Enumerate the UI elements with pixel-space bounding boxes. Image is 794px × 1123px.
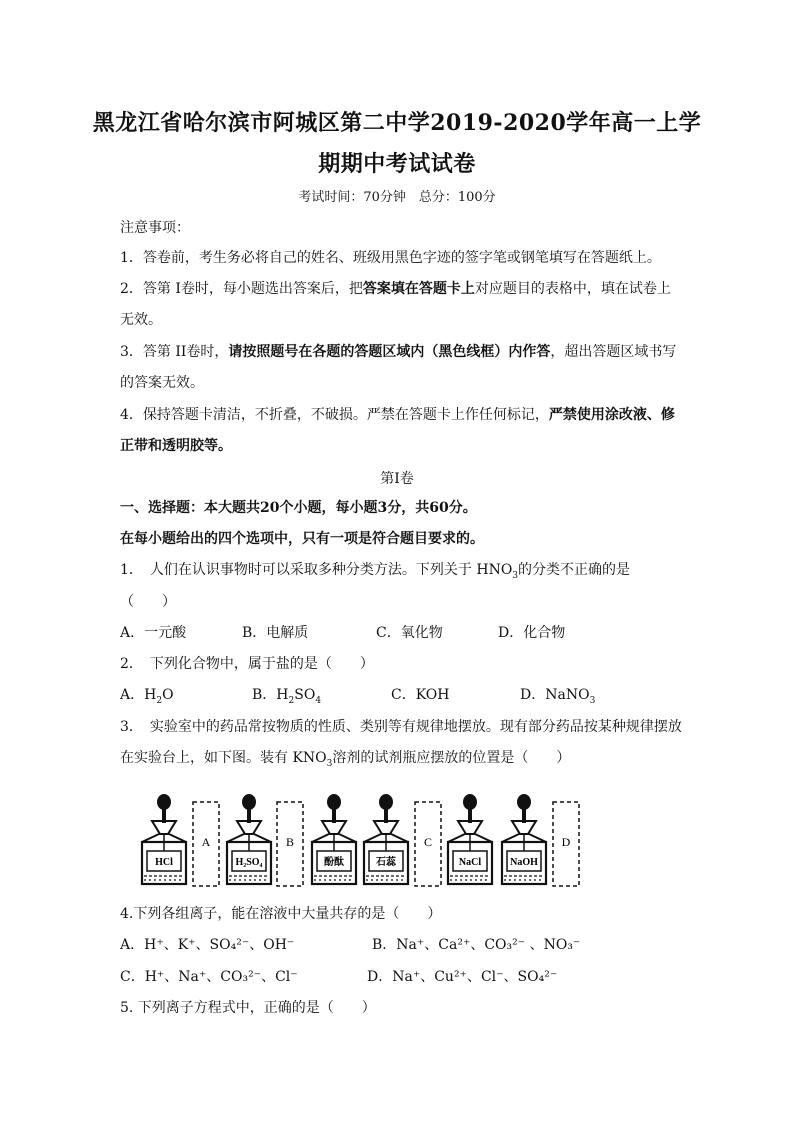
q1-option-a: A．一元酸 bbox=[120, 625, 187, 641]
q1-stem: 1． 人们在认识事物时可以采取多种分类方法。下列关于 $HNO_3$的分类不正确的是 bbox=[120, 562, 631, 581]
bottle-label: NaCl bbox=[458, 857, 482, 868]
exam-info: 考试时间：70分钟 总分：100分 bbox=[298, 190, 496, 205]
part-title: 第Ⅰ卷 bbox=[380, 471, 414, 487]
q4-stem: 4.下列各组离子，能在溶液中大量共存的是（ ） bbox=[120, 906, 442, 922]
reagent-bottle bbox=[312, 794, 356, 884]
reagent-bottle bbox=[364, 794, 408, 884]
reagent-bottle bbox=[502, 794, 546, 884]
q2-option-d: D．NaNO$_3$ bbox=[520, 687, 596, 706]
bottle-label: 酚酞 bbox=[324, 857, 344, 868]
slot-letter: C bbox=[423, 835, 433, 849]
q4-option-d: D．Na⁺、Cu²⁺、Cl⁻、SO₄²⁻ bbox=[367, 969, 558, 985]
bottle-label: H₂SO₄ bbox=[235, 857, 263, 868]
notes-heading: 注意事项： bbox=[120, 220, 190, 236]
empty-slot bbox=[277, 802, 303, 886]
reagent-bottle bbox=[227, 794, 271, 884]
empty-slot bbox=[415, 802, 441, 886]
note-3-cont: 的答案无效。 bbox=[120, 375, 204, 391]
note-4-cont: 正带和透明胶等。 bbox=[120, 438, 232, 454]
note-2: 2．答第 I卷时，每小题选出答案后，把答案填在答题卡上对应题目的表格中，填在试卷上 bbox=[120, 281, 671, 297]
bottle-label: 石蕊 bbox=[376, 857, 396, 868]
q3-stem-line2: 在实验台上，如下图。装有 $KNO_3$溶剂的试剂瓶应摆放的位置是（ ） bbox=[120, 750, 571, 769]
section-heading: 一、选择题：本大题共20个小题，每小题3分，共60分。 bbox=[120, 500, 477, 516]
q3-stem-line1: 3． 实验室中的药品常按物质的性质、类别等有规律地摆放。现有部分药品按某种规律摆放 bbox=[120, 719, 682, 735]
q1-option-d: D．化合物 bbox=[498, 625, 566, 641]
slot-letter: B bbox=[285, 835, 295, 849]
q2-stem: 2． 下列化合物中，属于盐的是（ ） bbox=[120, 656, 374, 672]
q1-option-b: B．电解质 bbox=[242, 625, 309, 641]
q5-stem: 5. 下列离子方程式中，正确的是（ ） bbox=[120, 1000, 376, 1016]
note-3-emphasis: 请按照题号在各题的答题区域内（黑色线框）内作答 bbox=[228, 344, 551, 360]
q2-option-a: A．$H_2O$ bbox=[120, 687, 174, 706]
note-2-cont: 无效。 bbox=[120, 312, 162, 328]
empty-slot bbox=[193, 802, 219, 886]
q4-option-b: B．Na⁺、Ca²⁺、CO₃²⁻ 、NO₃⁻ bbox=[372, 937, 581, 953]
q4-option-c: C．H⁺、Na⁺、CO₃²⁻、Cl⁻ bbox=[120, 969, 298, 985]
slot-letter: A bbox=[201, 835, 211, 849]
reagent-bottle bbox=[448, 794, 492, 884]
note-4-emphasis: 严禁使用涂改液、修 bbox=[548, 407, 675, 423]
note-1: 1．答卷前，考生务必将自己的姓名、班级用黑色字迹的签字笔或钢笔填写在答题纸上。 bbox=[120, 250, 661, 266]
bottle-label: HCl bbox=[155, 857, 173, 868]
q2-option-b: B．$H_2SO_4$ bbox=[252, 687, 322, 706]
q1-answer-paren: （ ） bbox=[120, 594, 176, 610]
bottle-label: NaOH bbox=[510, 857, 538, 868]
reagent-shelf-figure bbox=[136, 792, 586, 892]
note-4: 4．保持答题卡清洁，不折叠，不破损。严禁在答题卡上作任何标记，严禁使用涂改液、修 bbox=[120, 407, 675, 423]
note-3: 3．答第 II卷时，请按照题号在各题的答题区域内（黑色线框）内作答，超出答题区域书写 bbox=[120, 344, 677, 360]
q1-option-c: C．氧化物 bbox=[376, 625, 443, 641]
q2-option-c: C．KOH bbox=[391, 687, 450, 703]
section-instruction: 在每小题给出的四个选项中，只有一项是符合题目要求的。 bbox=[120, 531, 484, 547]
exam-title-line2: 期期中考试试卷 bbox=[318, 151, 476, 177]
note-2-emphasis: 答案填在答题卡上 bbox=[362, 281, 475, 297]
q4-option-a: A．H⁺、K⁺、SO₄²⁻、OH⁻ bbox=[120, 937, 295, 953]
empty-slot bbox=[553, 802, 579, 886]
reagent-bottle bbox=[142, 794, 186, 884]
slot-letter: D bbox=[561, 835, 571, 849]
exam-title-line1: 黑龙江省哈尔滨市阿城区第二中学2019-2020学年高一上学 bbox=[92, 110, 702, 136]
